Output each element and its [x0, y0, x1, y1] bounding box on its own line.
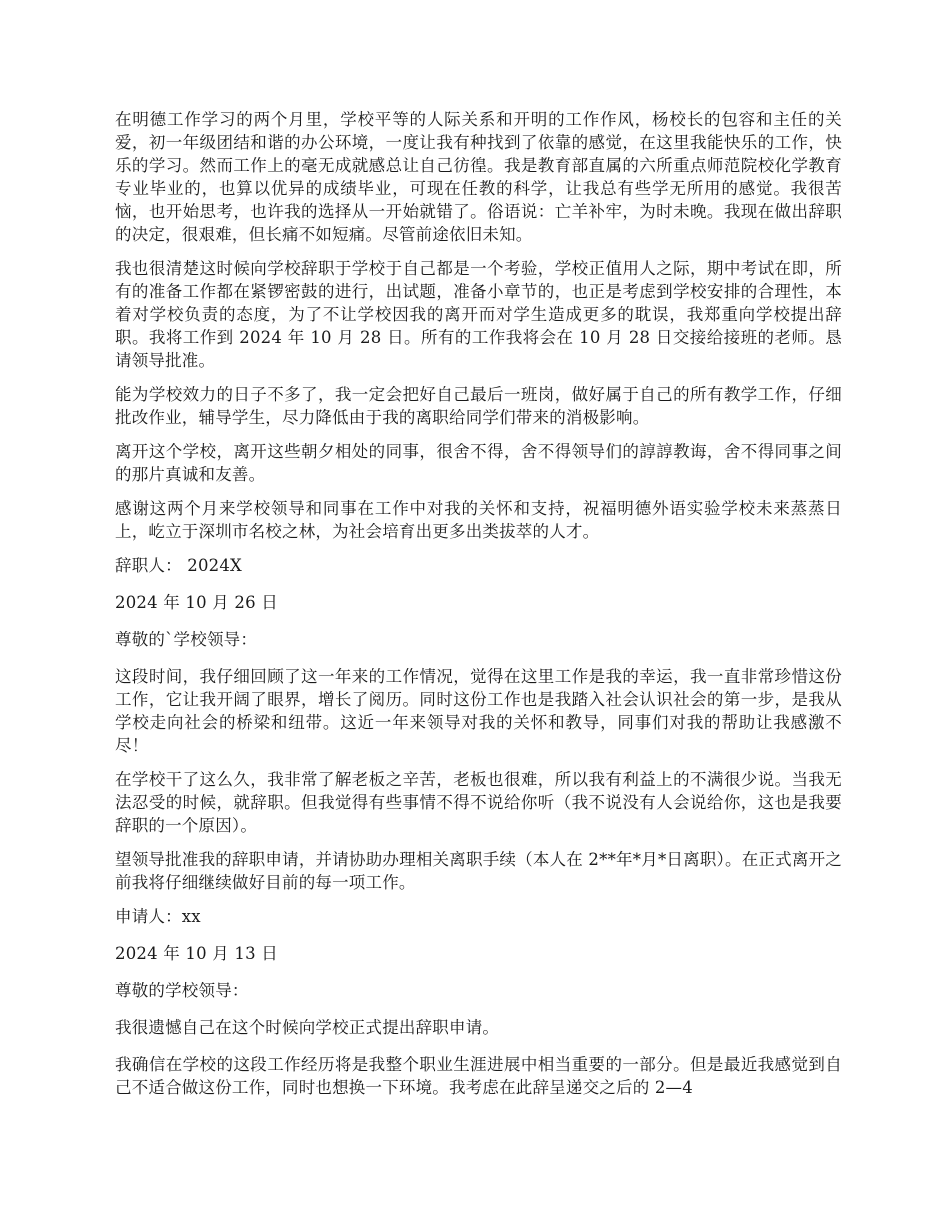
paragraph-3: 能为学校效力的日子不多了，我一定会把好自己最后一班岗，做好属于自己的所有教学工作，仔细批改作业，辅导学生，尽力降低由于我的离职给同学们带来的消极影响。	[115, 385, 842, 427]
paragraph-7: 在学校干了这么久，我非常了解老板之辛苦，老板也很难，所以我有利益上的不满很少说。当我无法忍受的时候，就辞职。但我觉得有些事情不得不说给你听（我不说没有人会说给你，这也是我要辞职的一个原因）。	[115, 770, 842, 835]
paragraph-8: 望领导批准我的辞职申请，并请协助办理相关离职手续（本人在 2**年*月*日离职）。在正式离开之前我将仔细继续做好目前的每一项工作。	[115, 850, 842, 892]
salutation: 尊敬的`学校领导：	[115, 630, 258, 649]
paragraph-9: 我很遗憾自己在这个时候向学校正式提出辞职申请。	[115, 1018, 500, 1037]
document-body	[115, 108, 842, 1110]
paragraph-5: 感谢这两个月来学校领导和同事在工作中对我的关怀和支持，祝福明德外语实验学校未来蒸蒸日上，屹立于深圳市名校之林，为社会培育出更多出类拔萃的人才。	[115, 499, 842, 541]
date-line-2: 2024 年 10 月 13 日	[115, 944, 278, 963]
paragraph-10: 我确信在学校的这段工作经历将是我整个职业生涯进展中相当重要的一部分。但是最近我感觉到自己不适合做这份工作，同时也想换一下环境。我考虑在此辞呈递交之后的 2—4	[115, 1055, 842, 1097]
paragraph-1: 在明德工作学习的两个月里，学校平等的人际关系和开明的工作作风，杨校长的包容和主任的关爱，初一年级团结和谐的办公环境，一度让我有种找到了依靠的感觉，在这里我能快乐的工作，快乐的学习。然而工作上的毫无成就感总让自己彷徨。我是教育部直属的六所重点师范院校化学教育专业毕业的，也算以优异的成绩毕业，可现在任教的科学，让我总有些学无所用的感觉。我很苦恼，也开始思考，也许我的选择从一开始就错了。俗语说：亡羊补牢，为时未晚。我现在做出辞职的决定，很艰难，但长痛不如短痛。尽管前途依旧未知。	[115, 110, 842, 244]
paragraph-6: 这段时间，我仔细回顾了这一年来的工作情况，觉得在这里工作是我的幸运，我一直非常珍惜这份工作，它让我开阔了眼界，增长了阅历。同时这份工作也是我踏入社会认识社会的第一步，是我从学校走向社会的桥梁和纽带。这近一年来领导对我的关怀和教导，同事们对我的帮助让我感激不尽！	[115, 667, 842, 755]
applicant-line: 申请人：xx	[115, 907, 201, 926]
paragraph-2: 我也很清楚这时候向学校辞职于学校于自己都是一个考验，学校正值用人之际，期中考试在即，所有的准备工作都在紧锣密鼓的进行，出试题，准备小章节的，也正是考虑到学校安排的合理性，本着对学校负责的态度，为了不让学校因我的离开而对学生造成更多的耽误，我郑重向学校提出辞职。我将工作到 2024 年 10 月 28 日。所有的工作我将会在 10 月 28 日交接给接班的老师。恳请领导批准。	[115, 259, 842, 370]
salutation-2: 尊敬的学校领导：	[115, 981, 249, 1000]
date-line: 2024 年 10 月 26 日	[115, 593, 278, 612]
paragraph-4: 离开这个学校，离开这些朝夕相处的同事，很舍不得，舍不得领导们的諄諄教诲，舍不得同事之间的那片真诚和友善。	[115, 442, 842, 484]
signature-line: 辞职人： 2024X	[115, 556, 242, 575]
